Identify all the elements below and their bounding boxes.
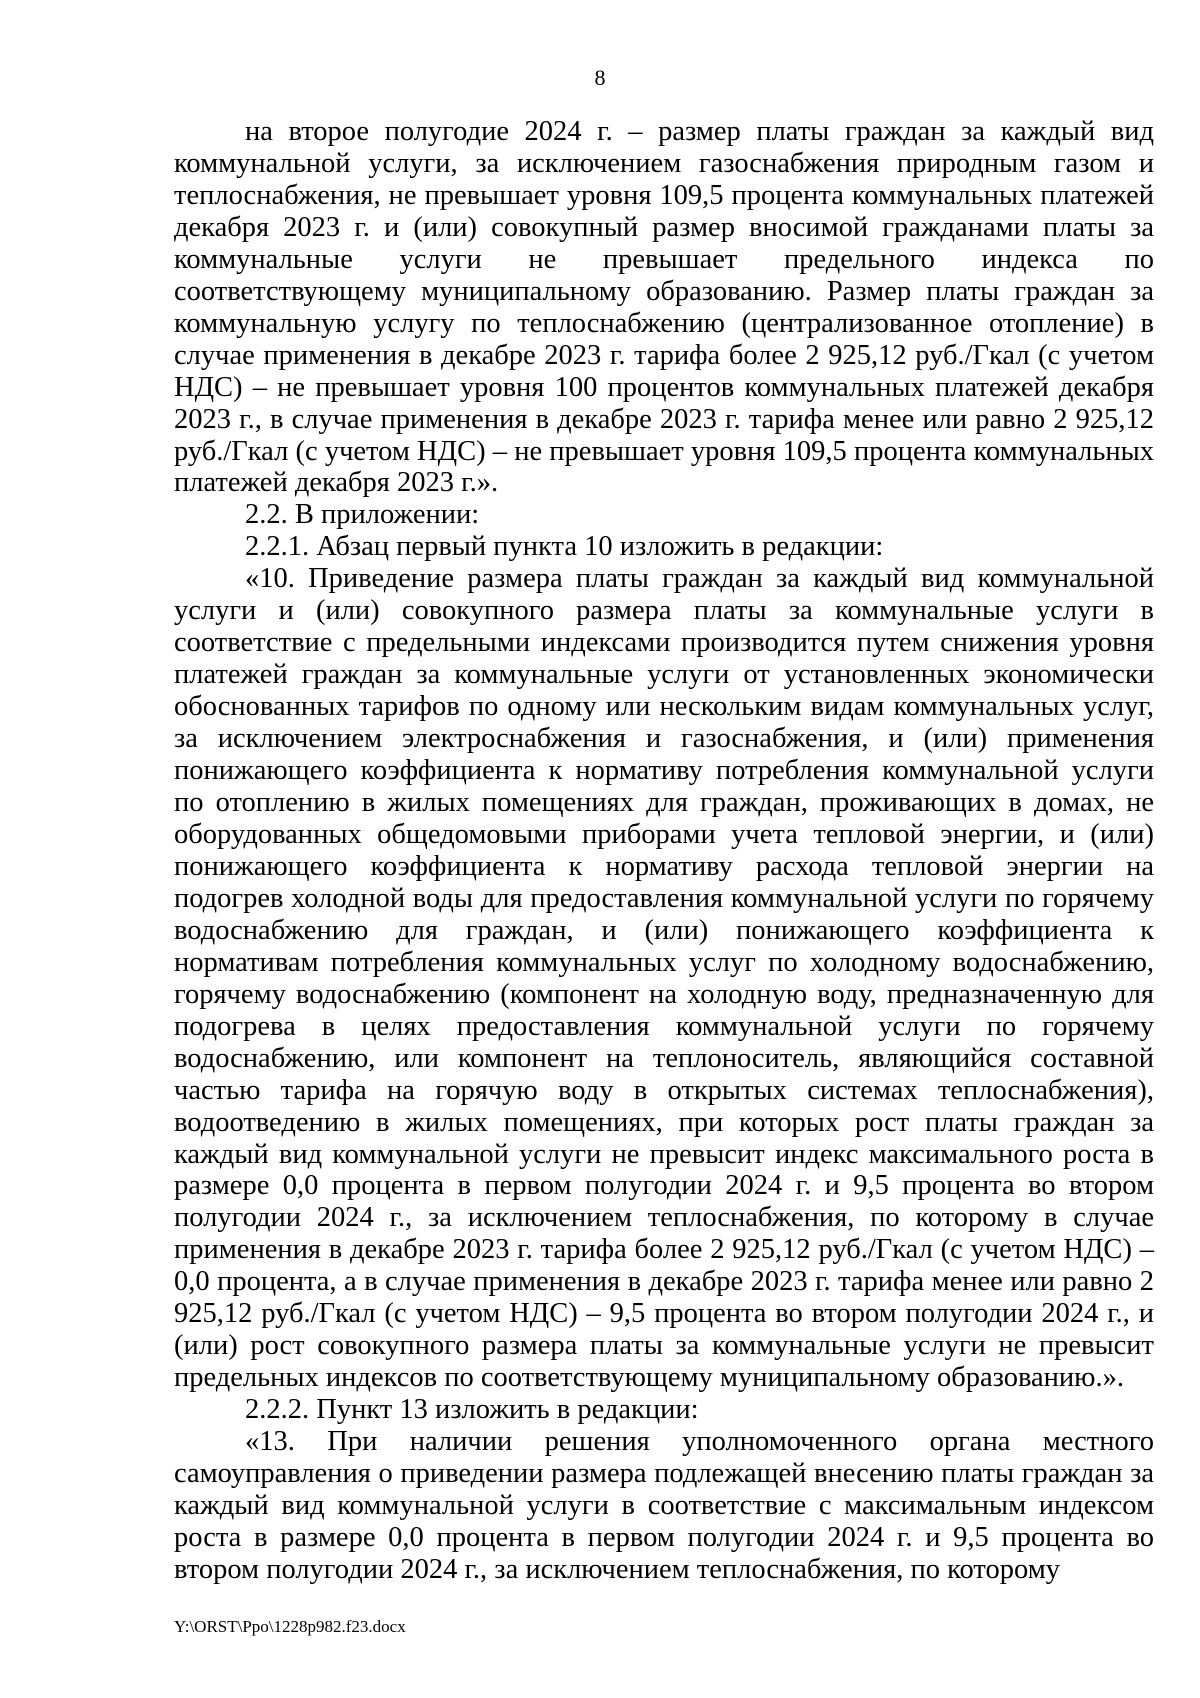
paragraph-2-2-1-heading: 2.2.1. Абзац первый пункта 10 изложить в редакции: <box>245 531 884 563</box>
page-number: 8 <box>594 65 606 90</box>
paragraph-2-2-2-heading: 2.2.2. Пункт 13 изложить в редакции: <box>245 1394 699 1426</box>
document-body <box>174 116 1154 1586</box>
paragraph-item-10-text: «10. Приведение размера платы граждан за каждый вид коммунальной услуги и (или) совокупного размера платы за коммунальные услуги в соответствие с предельными индексами производится путем снижения уровня платежей граждан за коммунальные услуги от установленных экономически обоснованных тарифов по одному или нескольким видам коммунальных услуг, за исключением электроснабжения и газоснабжения, и (или) применения понижающего коэффициента к нормативу потребления коммунальной услуги по отоплению в жилых помещениях для граждан, проживающих в домах, не оборудованных общедомовыми приборами учета тепловой энергии, и (или) понижающего коэффициента к нормативу расхода тепловой энергии на подогрев холодной воды для предоставления коммунальной услуги по горячему водоснабжению для граждан, и (или) понижающего коэффициента к нормативам потребления коммунальных услуг по холодному водоснабжению, горячему водоснабжению (компонент на холодную воду, предназначенную для подогрева в целях предоставления коммунальной услуги по горячему водоснабжению, или компонент на теплоноситель, являющийся составной частью тарифа на горячую воду в открытых системах теплоснабжения), водоотведению в жилых помещениях, при которых рост платы граждан за каждый вид коммунальной услуги не превысит индекс максимального роста в размере 0,0 процента в первом полугодии 2024 г. и 9,5 процента во втором полугодии 2024 г., за исключением теплоснабжения, по которому в случае применения в декабре 2023 г. тарифа более 2 925,12 руб./Гкал (с учетом НДС) – 0,0 процента, а в случае применения в декабре 2023 г. тарифа менее или равно 2 925,12 руб./Гкал (с учетом НДС) – 9,5 процента во втором полугодии 2024 г., и (или) рост совокупного размера платы за коммунальные услуги не превысит предельных индексов по соответствующему муниципальному образованию.». <box>174 563 1154 1394</box>
paragraph-item-13-text: «13. При наличии решения уполномоченного органа местного самоуправления о приведении размера подлежащей внесению платы граждан за каждый вид коммунальной услуги в соответствие с максимальным индексом роста в размере 0,0 процента в первом полугодии 2024 г. и 9,5 процента во втором полугодии 2024 г., за исключением теплоснабжения, по которому <box>174 1426 1154 1585</box>
paragraph-2-2-appendix: 2.2. В приложении: <box>245 499 480 531</box>
footer-file-path: Y:\ORST\Ppo\1228p982.f23.docx <box>174 1617 406 1636</box>
paragraph-heat-supply-payment-limits: на второе полугодие 2024 г. – размер платы граждан за каждый вид коммунальной услуги, за исключением газоснабжения природным газом и теплоснабжения, не превышает уровня 109,5 процента коммунальных платежей декабря 2023 г. и (или) совокупный размер вносимой гражданами платы за коммунальные услуги не превышает предельного индекса по соответствующему муниципальному образованию. Размер платы граждан за коммунальную услугу по теплоснабжению (централизованное отопление) в случае применения в декабре 2023 г. тарифа более 2 925,12 руб./Гкал (с учетом НДС) – не превышает уровня 100 процентов коммунальных платежей декабря 2023 г., в случае применения в декабре 2023 г. тарифа менее или равно 2 925,12 руб./Гкал (с учетом НДС) – не превышает уровня 109,5 процента коммунальных платежей декабря 2023 г.». <box>174 116 1154 499</box>
